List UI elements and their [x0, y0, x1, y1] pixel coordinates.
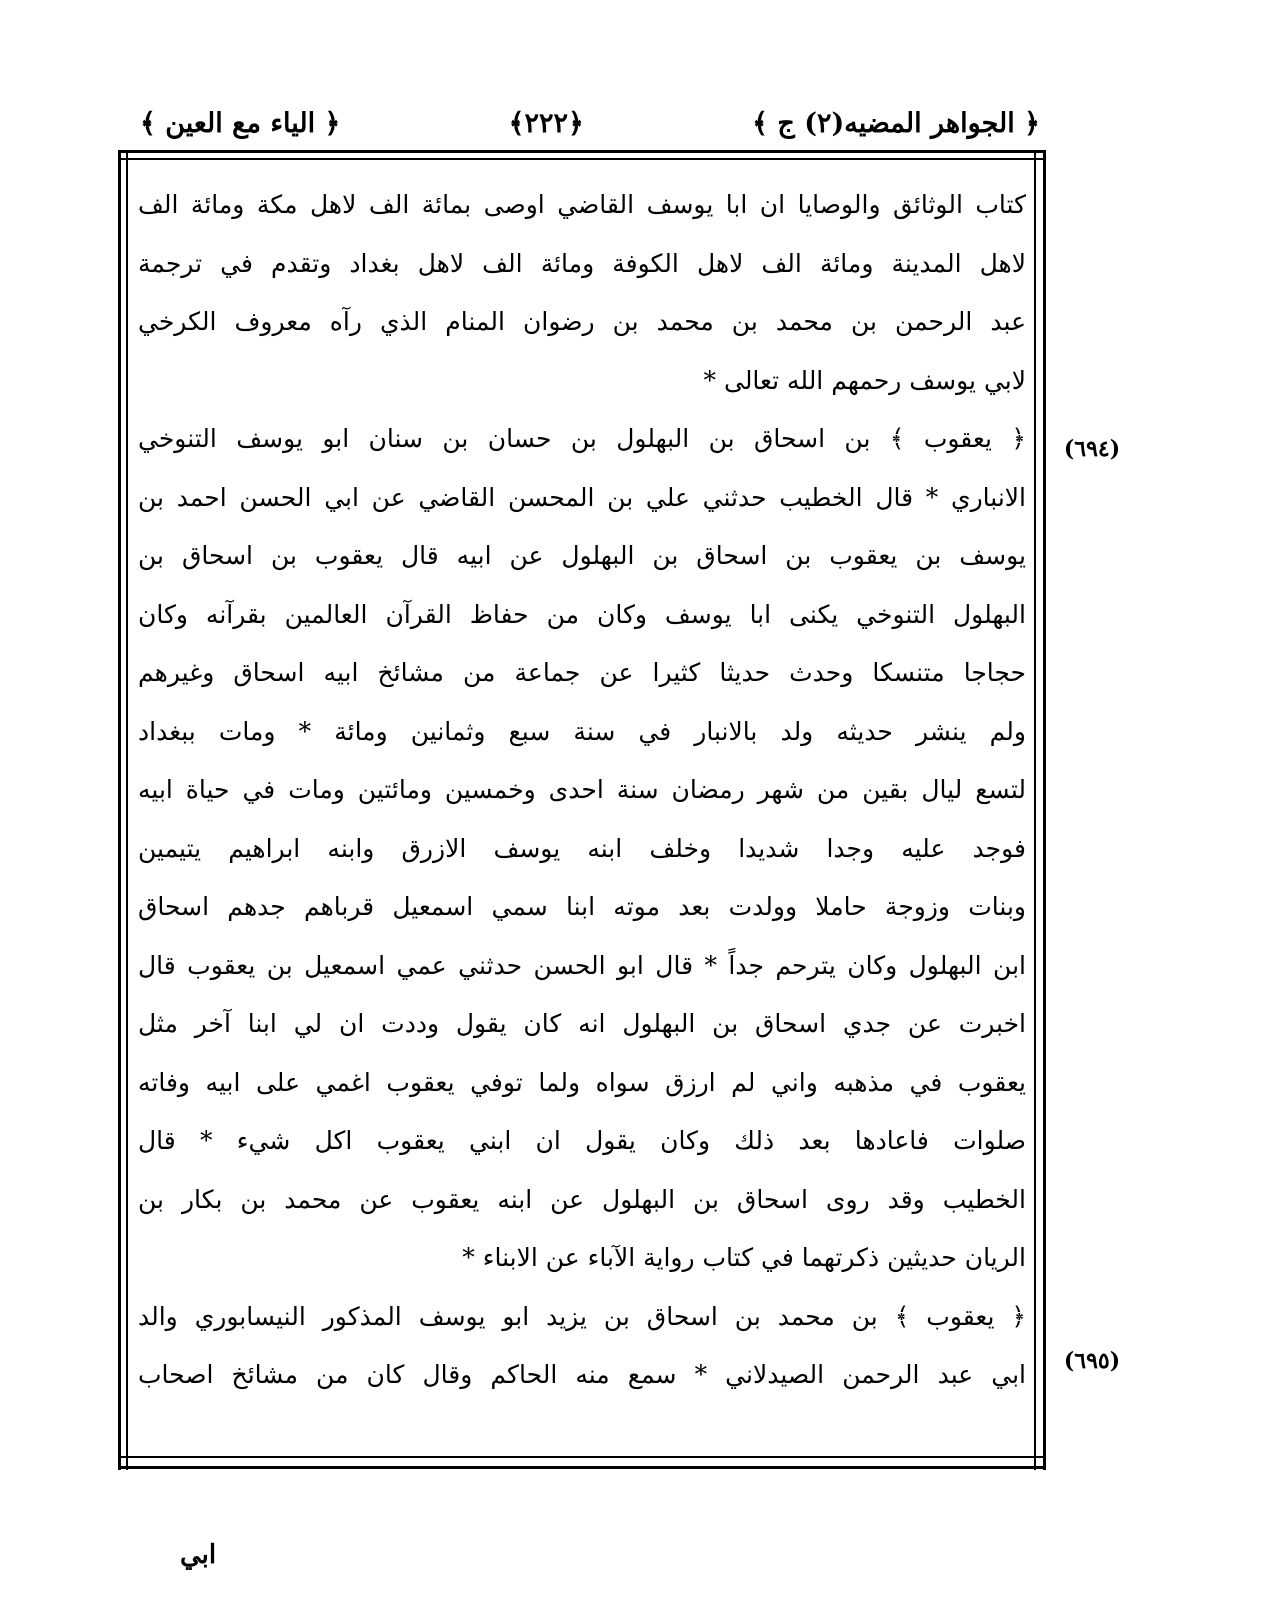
- text-line: ابي عبد الرحمن الصيدلاني * سمع منه الحاكم وقال كان من مشائخ اصحاب: [138, 1360, 1026, 1389]
- text-line: يوسف بن يعقوب بن اسحاق بن البهلول عن ابيه قال يعقوب بن اسحاق بن: [138, 541, 1026, 570]
- header-section: ﴿ الياء مع العين ﴾: [140, 107, 341, 139]
- text-line: الانباري * قال الخطيب حدثني علي بن المحسن القاضي عن ابي الحسن احمد بن: [138, 482, 1026, 512]
- frame-right-inner: [1034, 150, 1036, 1470]
- text-line: لابي يوسف رحمهم الله تعالى *: [703, 365, 1026, 395]
- header-rule: [118, 150, 1046, 153]
- footer-rule: [118, 1466, 1046, 1469]
- text-line: البهلول التنوخي يكنى ابا يوسف وكان من حفاظ القرآن العالمين بقرآنه وكان: [138, 599, 1026, 629]
- header-rule-inner: [118, 158, 1046, 160]
- entry-number: (٦٩٥): [1063, 1348, 1121, 1374]
- text-line: اخبرت عن جدي اسحاق بن البهلول انه كان يقول وددت ان لي ابنا آخر مثل: [138, 1009, 1026, 1038]
- catchword: ابي: [180, 1540, 217, 1570]
- running-header: [140, 98, 1040, 148]
- text-line: عبد الرحمن بن محمد بن محمد بن رضوان المنام الذي رآه معروف الكرخي: [138, 307, 1026, 336]
- text-line: ولم ينشر حديثه ولد بالانبار في سنة سبع وثمانين ومائة * ومات ببغداد: [138, 716, 1026, 746]
- frame-left-inner: [126, 150, 128, 1470]
- text-line: فوجد عليه وجدا شديدا وخلف ابنه يوسف الازرق وابنه ابراهيم يتيمين: [138, 833, 1026, 863]
- text-line: وبنات وزوجة حاملا وولدت بعد موته ابنا سمي اسمعيل قرباهم جدهم اسحاق: [138, 892, 1026, 921]
- frame-right-outer: [1043, 150, 1046, 1470]
- text-line: لاهل المدينة ومائة الف لاهل الكوفة ومائة الف لاهل بغداد وتقدم في ترجمة: [138, 248, 1026, 278]
- frame-left-outer: [118, 150, 121, 1470]
- text-line: حجاجا متنسكا وحدث حديثا كثيرا عن جماعة من مشائخ ابيه اسحاق وغيرهم: [138, 658, 1026, 687]
- entry-number: (٦٩٤): [1063, 436, 1121, 462]
- body-text: [138, 176, 1026, 1405]
- text-line: الريان حديثين ذكرتهما في كتاب رواية الآباء عن الابناء *: [462, 1243, 1026, 1272]
- text-line: يعقوب في مذهبه واني لم ارزق سواه ولما توفي يعقوب اغمي على ابيه وفاته: [138, 1067, 1026, 1097]
- text-line: لتسع ليال بقين من شهر رمضان سنة احدى وخمسين ومائتين ومات في حياة ابيه: [138, 775, 1026, 804]
- entry-heading-line: ﴿ يعقوب ﴾ بن اسحاق بن البهلول بن حسان بن سنان ابو يوسف التنوخي: [138, 424, 1026, 453]
- header-page-number: ﴿٢٢٢﴾: [508, 107, 584, 139]
- text-line: كتاب الوثائق والوصايا ان ابا يوسف القاضي اوصى بمائة الف لاهل مكة ومائة الف: [138, 190, 1026, 219]
- entry-heading-line: ﴿ يعقوب ﴾ بن محمد بن اسحاق بن يزيد ابو يوسف المذكور النيسابوري والد: [138, 1301, 1026, 1331]
- text-line: ابن البهلول وكان يترحم جداً * قال ابو الحسن حدثني عمي اسمعيل بن يعقوب قال: [138, 950, 1026, 980]
- text-line: صلوات فاعادها بعد ذلك وكان يقول ان ابني يعقوب اكل شيء * قال: [138, 1126, 1026, 1155]
- text-line: الخطيب وقد روى اسحاق بن البهلول عن ابنه يعقوب عن محمد بن بكار بن: [138, 1184, 1026, 1214]
- footer-rule-inner: [118, 1456, 1046, 1458]
- header-title: ﴿ الجواهر المضيه(٢) ج ﴾: [752, 107, 1040, 139]
